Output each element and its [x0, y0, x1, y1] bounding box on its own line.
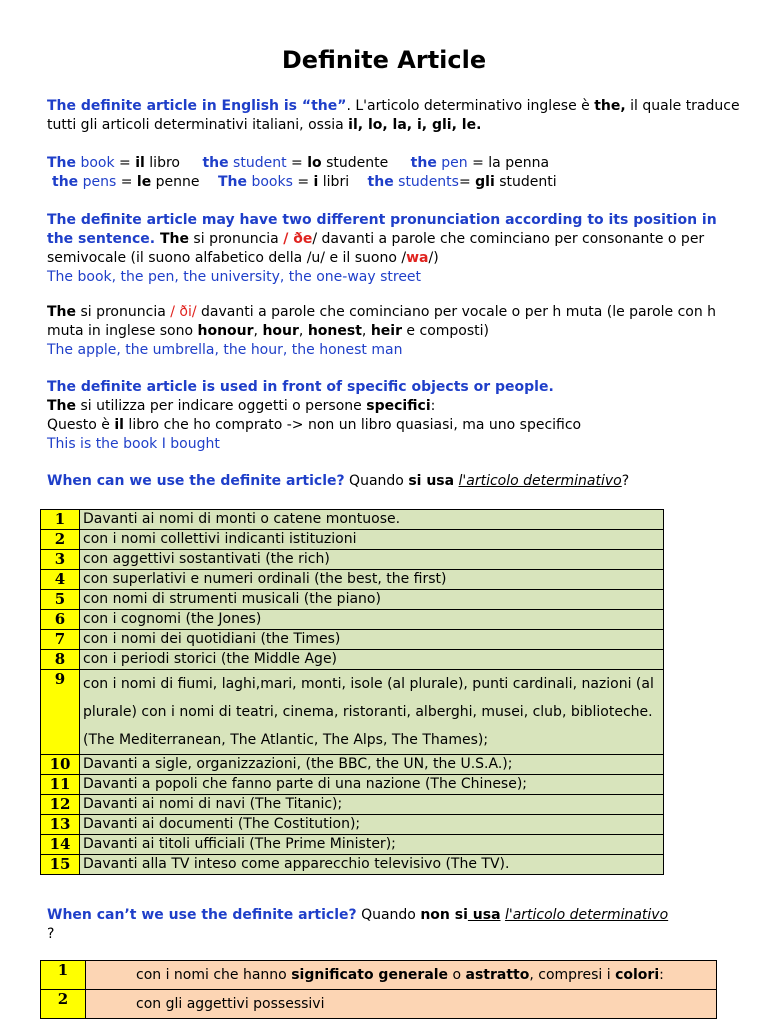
table-row: [41, 570, 664, 590]
row-number: 2: [41, 530, 80, 550]
row-text: con aggettivi sostantivati (the rich): [80, 550, 664, 570]
table-row: [41, 510, 664, 530]
row-number: 8: [41, 650, 80, 670]
row-number: 13: [41, 815, 80, 835]
specific-lead: The definite article is used in front of specific objects or people.: [47, 379, 554, 395]
specific-example: This is the book I bought: [47, 436, 220, 452]
row-text: con i periodi storici (the Middle Age): [80, 650, 664, 670]
row-text: con i nomi collettivi indicanti istituzioni: [80, 530, 664, 550]
table-row: [41, 530, 664, 550]
row-number: 6: [41, 610, 80, 630]
page-title: Definite Article: [281, 46, 487, 74]
when-not-heading: When can’t we use the definite article? Quando non si usa l'articolo determinativo ?: [47, 907, 669, 942]
specific-paragraph: The definite article is used in front of specific objects or people. The si utilizza per indicare oggetti o persone specifici: Questo è il libro che ho comprato -> non un libro quasiasi, ma uno specifico This is the book I bought: [47, 379, 582, 452]
intro-text: . L'articolo determinativo inglese è: [346, 98, 595, 114]
intro-paragraph: [47, 97, 747, 135]
row-number: 3: [41, 550, 80, 570]
example-pair: the pen = la penna: [410, 155, 550, 171]
table-row: [41, 650, 664, 670]
examples-line-1: [47, 154, 747, 173]
table-row: [41, 670, 664, 755]
row-text: con i nomi dei quotidiani (the Times): [80, 630, 664, 650]
pron1-lead: The definite article may have two different pronunciation according to its position in the sentence.: [47, 212, 717, 247]
row-number: 2: [41, 990, 86, 1019]
row-number: 1: [41, 510, 80, 530]
row-number: 5: [41, 590, 80, 610]
use-rules-table: [40, 509, 664, 875]
table-row: [41, 755, 664, 775]
pronunciation-paragraph-2: The si pronuncia / ði/ davanti a parole che cominciano per vocale o per h muta (le parole con h muta in inglese sono honour, hour, honest, heir e composti) The apple, the umbrella, the hour, the honest man: [47, 304, 717, 358]
row-text: Davanti ai nomi di monti o catene montuose.: [80, 510, 664, 530]
examples-line-2: [52, 173, 752, 192]
table-row: [41, 550, 664, 570]
row-text: con i nomi che hanno significato generale o astratto, compresi i colori:: [86, 961, 717, 990]
phonetic-symbol: / ðe: [283, 231, 313, 247]
row-text: Davanti ai documenti (The Costitution);: [80, 815, 664, 835]
table-row: [41, 610, 664, 630]
row-text: Davanti a popoli che fanno parte di una nazione (The Chinese);: [80, 775, 664, 795]
row-text: con nomi di strumenti musicali (the piano): [80, 590, 664, 610]
table-row: [41, 961, 717, 990]
table-row: [41, 855, 664, 875]
row-text: con i nomi di fiumi, laghi,mari, monti, isole (al plurale), punti cardinali, nazioni (al plurale) con i nomi di teatri, cinema, ristoranti, alberghi, musei, club, biblioteche. (The Mediterranean, The Atlantic, The Alps, The Thames);: [80, 670, 664, 755]
not-use-rules-table: [40, 960, 717, 1019]
row-text: con gli aggettivi possessivi: [86, 990, 717, 1019]
row-text: con superlativi e numeri ordinali (the best, the first): [80, 570, 664, 590]
row-number: 11: [41, 775, 80, 795]
pron2-example: The apple, the umbrella, the hour, the honest man: [47, 342, 403, 358]
row-number: 9: [41, 670, 80, 755]
row-number: 14: [41, 835, 80, 855]
intro-text-2: il quale traduce tutti gli articoli determinativi italiani, ossia: [47, 98, 740, 133]
row-number: 15: [41, 855, 80, 875]
row-number: 4: [41, 570, 80, 590]
row-number: 12: [41, 795, 80, 815]
table-row: [41, 835, 664, 855]
row-text: Davanti a sigle, organizzazioni, (the BBC, the UN, the U.S.A.);: [80, 755, 664, 775]
example-pair: the pens = le penne: [52, 174, 200, 190]
intro-the: the,: [594, 98, 626, 114]
table-row: [41, 815, 664, 835]
phonetic-symbol: / ði/: [170, 304, 197, 320]
when-use-heading: When can we use the definite article? Quando si usa l'articolo determinativo?: [47, 473, 630, 489]
table-row: [41, 795, 664, 815]
example-pair: The books = i libri: [217, 174, 350, 190]
row-text: con i cognomi (the Jones): [80, 610, 664, 630]
row-text: Davanti ai nomi di navi (The Titanic);: [80, 795, 664, 815]
example-pair: the student = lo studente: [202, 155, 389, 171]
pronunciation-paragraph-1: The definite article may have two different pronunciation according to its position in the sentence. The si pronuncia / ðe/ davanti a parole che cominciano per consonante o per semivocale (il suono alfabetico della /u/ e il suono /wa/) The book, the pen, the university, the one-way street: [47, 212, 717, 285]
row-number: 7: [41, 630, 80, 650]
row-number: 1: [41, 961, 86, 990]
example-pair: The book = il libro: [47, 155, 180, 171]
example-pair: the students= gli studenti: [367, 174, 557, 190]
table-row: [41, 630, 664, 650]
intro-articles: il, lo, la, i, gli, le.: [348, 117, 482, 133]
table-row: [41, 775, 664, 795]
pron1-example: The book, the pen, the university, the one-way street: [47, 269, 422, 285]
table-row: [41, 990, 717, 1019]
intro-lead: The definite article in English is “the”: [47, 98, 347, 114]
row-text: Davanti ai titoli ufficiali (The Prime Minister);: [80, 835, 664, 855]
table-row: [41, 590, 664, 610]
row-number: 10: [41, 755, 80, 775]
row-text: Davanti alla TV inteso come apparecchio televisivo (The TV).: [80, 855, 664, 875]
